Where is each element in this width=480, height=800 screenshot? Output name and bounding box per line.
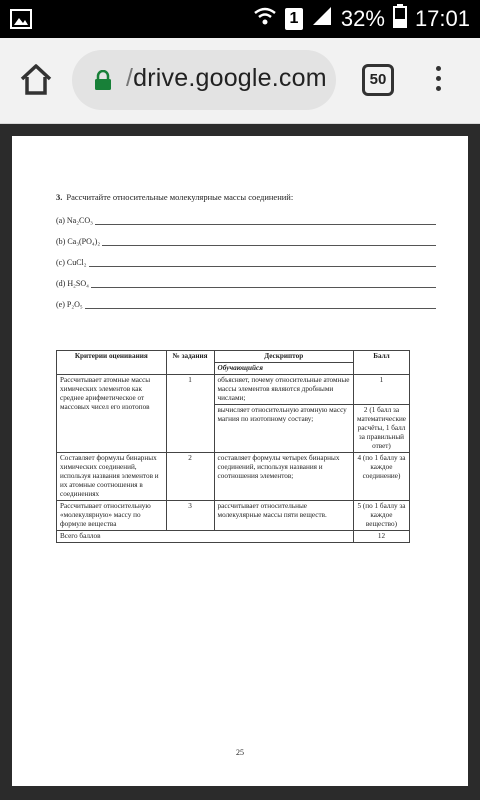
table-row — [57, 453, 410, 501]
table-row — [57, 375, 410, 405]
answer-label: (b) Ca₃(PO₄)₂ — [56, 237, 101, 246]
task-no-cell: 2 — [166, 453, 214, 501]
answer-line — [56, 256, 436, 277]
score-cell: 4 (по 1 баллу за каждое соединение) — [353, 453, 409, 501]
task-no-cell: 1 — [166, 375, 214, 453]
answer-label: (a) Na₂CO₃ — [56, 216, 93, 225]
descriptor-cell: составляет формулы четырех бинарных соединений, используя названия и соотношения элементов; — [214, 453, 353, 501]
answer-label: (e) P₂O₅ — [56, 300, 83, 309]
more-vert-icon[interactable] — [432, 66, 444, 96]
sim-icon: 1 — [285, 8, 303, 30]
document-viewer[interactable] — [0, 124, 480, 800]
signal-icon — [311, 5, 333, 33]
answer-line — [56, 214, 436, 235]
home-icon[interactable] — [18, 62, 54, 98]
question-number: 3. — [56, 192, 63, 202]
answer-line — [56, 235, 436, 256]
criteria-cell: Составляет формулы бинарных химических соединений, используя названия элементов и их атомные соотношения в соединениях — [57, 453, 167, 501]
descriptor-cell: вычисляет относительную атомную массу магния по изотопному составу; — [214, 405, 353, 453]
header-descriptor: Дескриптор — [214, 351, 353, 363]
battery-percent: 32% — [340, 6, 385, 31]
question-text: Рассчитайте относительные молекулярные массы соединений: — [66, 192, 294, 202]
header-task-no: № задания — [166, 351, 214, 375]
tabs-icon[interactable]: 50 — [362, 64, 394, 96]
header-criteria: Критерии оценивания — [57, 351, 167, 375]
criteria-cell: Рассчитывает атомные массы химических элементов как среднее арифметическое от массовых чисел его изотопов — [57, 375, 167, 453]
answer-line — [56, 298, 436, 319]
document-page — [12, 136, 468, 786]
descriptor-cell: рассчитывает относительные молекулярные массы пяти веществ. — [214, 501, 353, 531]
battery-icon — [393, 4, 407, 34]
total-label: Всего баллов — [57, 531, 354, 543]
score-cell: 2 (1 балл за математические расчёты, 1 балл за правильный ответ) — [353, 405, 409, 453]
url-prefix: / — [126, 64, 134, 92]
url-host: drive.google.com — [133, 64, 327, 92]
answer-line — [56, 277, 436, 298]
question-title — [56, 192, 436, 202]
page-number: 25 — [236, 748, 244, 757]
answer-label: (d) H₂SO₄ — [56, 279, 89, 288]
status-bar — [0, 0, 480, 38]
address-bar[interactable] — [72, 50, 336, 110]
descriptor-cell: объясняет, почему относительные атомные массы элементов являются дробными числами; — [214, 375, 353, 405]
browser-toolbar — [0, 38, 480, 124]
header-learner: Обучающийся — [214, 363, 353, 375]
task-no-cell: 3 — [166, 501, 214, 531]
answer-label: (c) CuCl₂ — [56, 258, 87, 267]
total-value: 12 — [353, 531, 409, 543]
criteria-cell: Рассчитывает относительную «молекулярную» массу по формуле вещества — [57, 501, 167, 531]
score-cell: 5 (по 1 баллу за каждое вещество) — [353, 501, 409, 531]
table-row — [57, 501, 410, 531]
image-icon — [10, 8, 32, 30]
lock-icon[interactable] — [94, 70, 112, 90]
score-cell: 1 — [353, 375, 409, 405]
clock: 17:01 — [414, 6, 470, 31]
url-text[interactable] — [126, 64, 327, 93]
question-block — [56, 192, 436, 319]
header-score: Балл — [353, 351, 409, 375]
assessment-table — [56, 350, 410, 543]
wifi-icon — [253, 5, 277, 33]
table-header-row — [57, 351, 410, 363]
table-total-row — [57, 531, 410, 543]
